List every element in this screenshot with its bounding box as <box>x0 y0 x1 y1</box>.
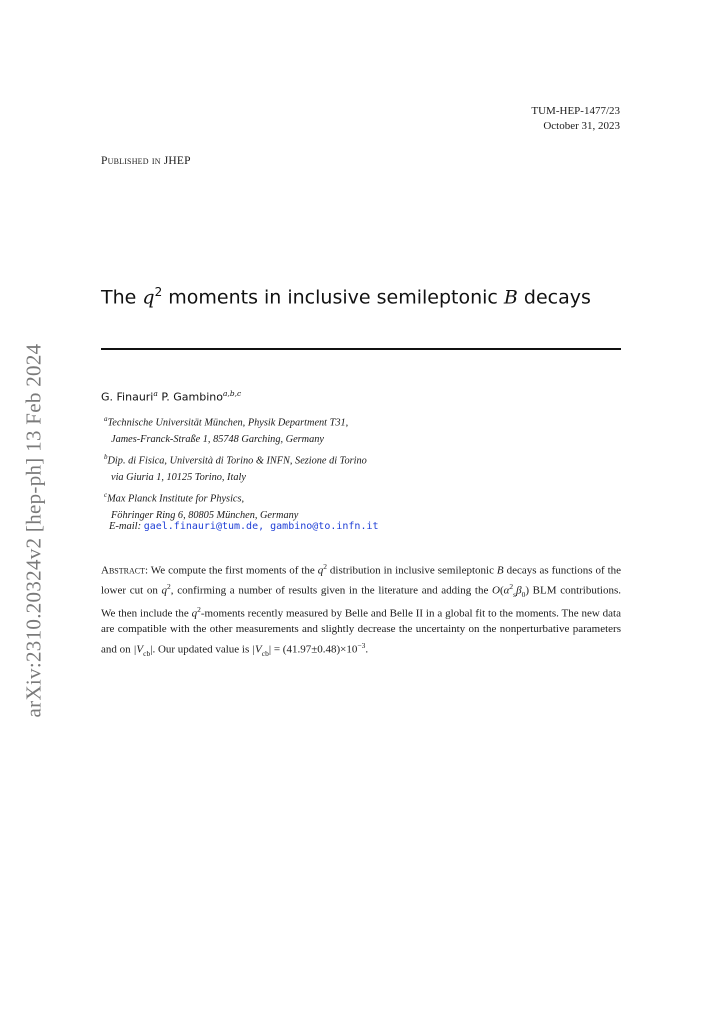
paper-title: The $q^2$ moments in inclusive semileptonic B decays <box>101 285 591 309</box>
affiliations <box>104 411 367 525</box>
email-line <box>109 521 379 532</box>
author-name: P. Gambino <box>161 390 223 404</box>
title-rule <box>101 348 621 350</box>
abstract-heading: Abstract: <box>101 564 149 577</box>
email-link[interactable]: gael.finauri@tum.de, gambino@to.infn.it <box>143 521 379 532</box>
author-list: G. Finauri$^a$ P. Gambino$^{a,b,c}$ <box>101 389 242 404</box>
preprint-info <box>531 104 620 134</box>
preprint-number: TUM-HEP-1477/23 <box>531 105 620 117</box>
arxiv-stamp <box>16 315 52 745</box>
arxiv-stamp-text: arXiv:2310.20324v2 [hep-ph] 13 Feb 2024 <box>21 343 46 717</box>
affiliation-a: $^a$Technische Universität München, Physik Department T31, James-Franck-Straße 1, 85748 Garching, Germany <box>104 415 349 446</box>
author-name: G. Finauri <box>101 390 154 404</box>
email-label: E-mail: <box>109 521 142 532</box>
abstract: Abstract: We compute the first moments of the $q^2$ distribution in inclusive semileptonic B decays as functions of the lower cut on $q^2$, confirming a number of results given in the literature and adding the $O(\alpha^2_s\beta_0)$ BLM contributions. We then include the $q^2$-moments recently measured by Belle and Belle II in a global fit to the moments. The new data are compatible with the other measurements and slightly decrease the uncertainty on the nonperturbative parameters and on $|V_{cb}|$. Our updated value is $|V_{cb}| = (41.97\pm 0.48)\times 10^{-3}$. <box>101 562 622 658</box>
published-in: Published in JHEP <box>101 155 191 167</box>
affiliation-b: $^b$Dip. di Fisica, Università di Torino & INFN, Sezione di Torino via Giuria 1, 10125 Torino, Italy <box>104 453 367 484</box>
affiliation-c: $^c$Max Planck Institute for Physics, Föhringer Ring 6, 80805 München, Germany <box>104 491 299 522</box>
preprint-date: October 31, 2023 <box>543 120 620 132</box>
